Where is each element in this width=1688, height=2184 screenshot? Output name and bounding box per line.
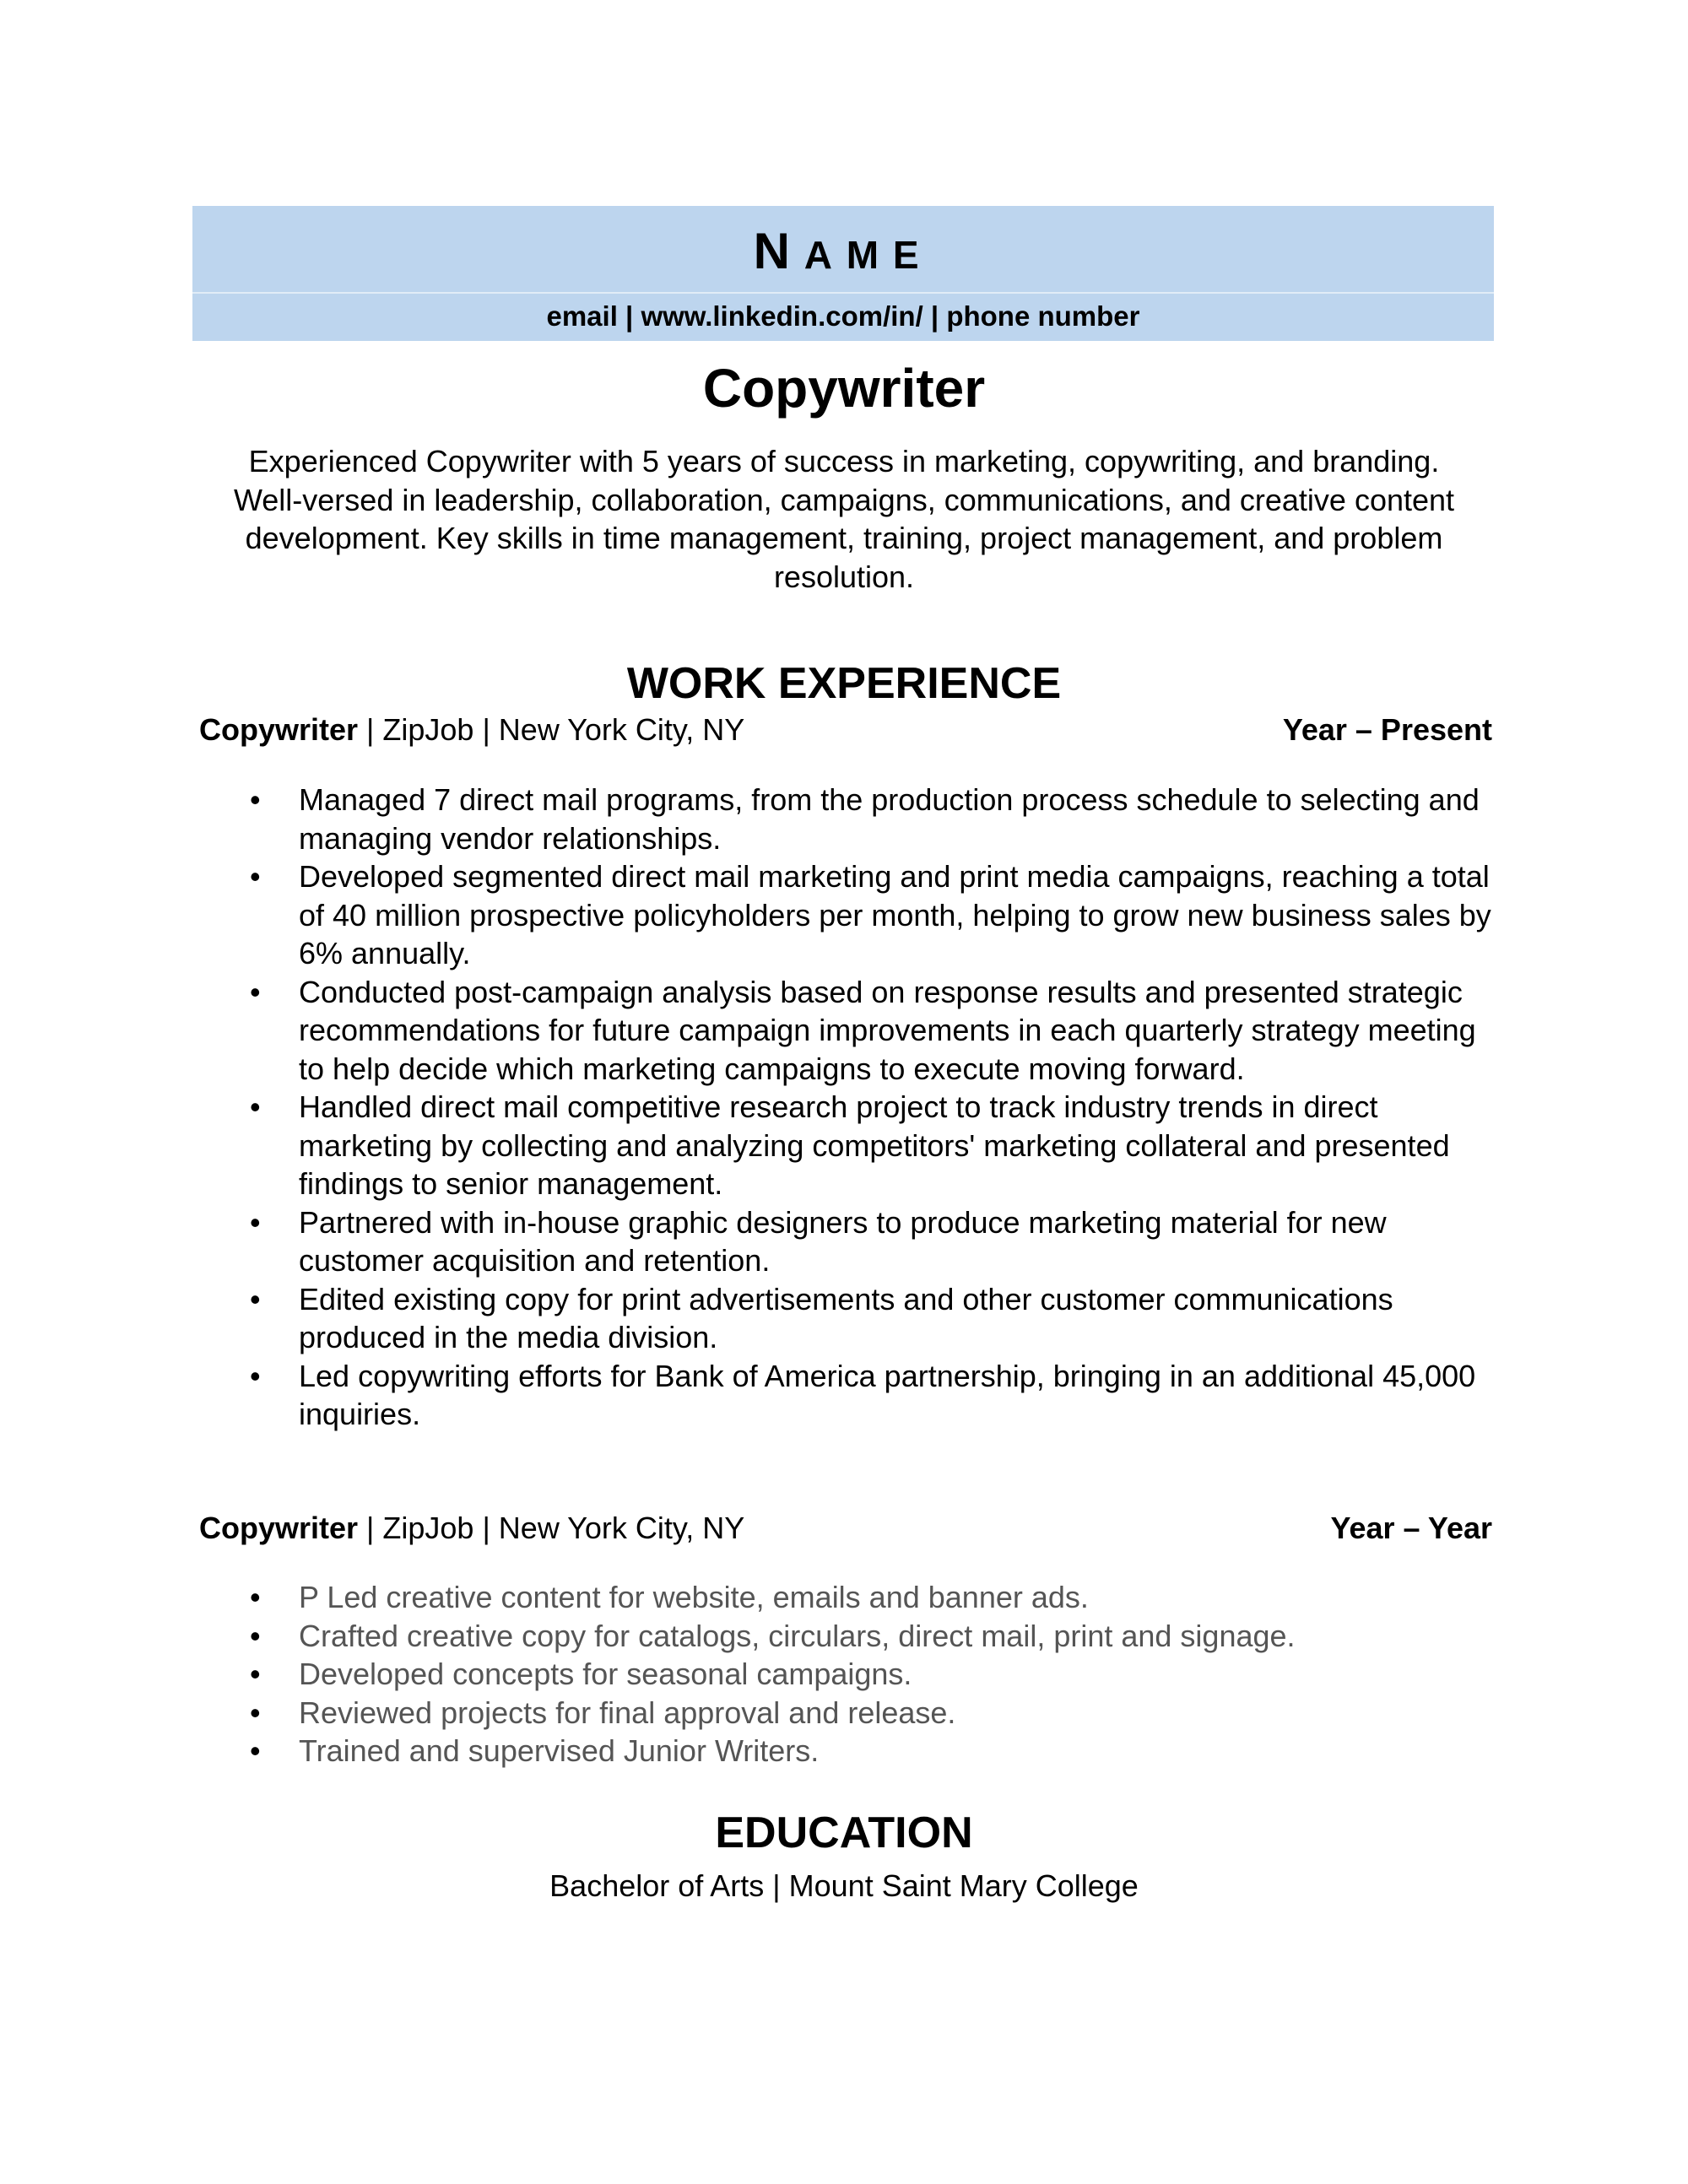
bullet-text: Edited existing copy for print advertisements and other customer communications produced in the media division. <box>299 1281 1393 1354</box>
bullet-dot-icon: • <box>250 974 261 1009</box>
bullet-dot-icon: • <box>250 782 261 817</box>
job-1-role: Copywriter <box>199 712 359 747</box>
bullet-item <box>199 1280 1499 1357</box>
bullet-dot-icon: • <box>250 1089 261 1124</box>
bullet-text: Trained and supervised Junior Writers. <box>299 1733 820 1768</box>
education-degree-line: Bachelor of Arts | Mount Saint Mary College <box>549 1868 1139 1903</box>
bullet-item <box>199 1203 1499 1280</box>
bullet-dot-icon: • <box>250 1733 261 1768</box>
job-1-header <box>199 711 1492 749</box>
bullet-dot-icon: • <box>250 1281 261 1316</box>
job-1-role-company <box>199 711 744 749</box>
job-2-header <box>199 1509 1492 1548</box>
bullet-dot-icon: • <box>250 1657 261 1691</box>
name-initial: N <box>753 223 804 279</box>
bullet-text: Crafted creative copy for catalogs, circulars, direct mail, print and signage. <box>299 1618 1296 1653</box>
job-2-dates: Year – Year <box>1330 1511 1492 1545</box>
job-2-company-location: | ZipJob | New York City, NY <box>358 1511 745 1545</box>
bullet-item <box>199 1732 1499 1770</box>
job-1-dates: Year – Present <box>1282 712 1492 747</box>
header-divider <box>192 292 1494 294</box>
education-heading: EDUCATION <box>715 1808 973 1857</box>
bullet-text: Partnered with in-house graphic designers to produce marketing material for new customer acquisition and retention. <box>299 1204 1387 1278</box>
name-rest: AME <box>803 233 933 277</box>
job-1-bullet-list <box>199 781 1499 1434</box>
bullet-item <box>199 1655 1499 1694</box>
bullet-text: Developed segmented direct mail marketing and print media campaigns, reaching a total of 40 million prospective policyholders per month, helping to grow new business sales by 6% annually. <box>299 859 1491 970</box>
job-1-company-location: | ZipJob | New York City, NY <box>358 712 745 747</box>
bullet-item <box>199 781 1499 857</box>
bullet-dot-icon: • <box>250 1580 261 1614</box>
bullet-text: P Led creative content for website, emails and banner ads. <box>299 1580 1089 1614</box>
bullet-dot-icon: • <box>250 1695 261 1730</box>
job-2-role-company <box>199 1509 744 1548</box>
bullet-dot-icon: • <box>250 859 261 894</box>
summary-paragraph: Experienced Copywriter with 5 years of success in marketing, copywriting, and branding. Well-versed in leadership, collaboration, campaigns, communications, and creative content development. Key skills in time management, training, project management, and problem resolution. <box>233 444 1455 594</box>
contact-line: email | www.linkedin.com/in/ | phone number <box>546 300 1140 332</box>
bullet-item <box>199 1617 1499 1656</box>
job-2-role: Copywriter <box>199 1511 359 1545</box>
bullet-dot-icon: • <box>250 1204 261 1240</box>
bullet-item <box>199 1357 1499 1434</box>
bullet-dot-icon: • <box>250 1358 261 1393</box>
bullet-item <box>199 973 1499 1089</box>
bullet-item <box>199 1088 1499 1203</box>
job-2-bullet-list <box>199 1578 1499 1770</box>
bullet-text: Reviewed projects for final approval and release. <box>299 1695 956 1730</box>
bullet-text: Developed concepts for seasonal campaigns. <box>299 1657 912 1691</box>
bullet-item <box>199 1578 1499 1617</box>
bullet-dot-icon: • <box>250 1618 261 1653</box>
job-title: Copywriter <box>702 358 986 419</box>
bullet-text: Handled direct mail competitive research project to track industry trends in direct marketing by collecting and analyzing competitors' marketing collateral and presented findings to senior management. <box>299 1089 1450 1201</box>
bullet-text: Managed 7 direct mail programs, from the production process schedule to selecting and managing vendor relationships. <box>299 782 1480 856</box>
bullet-item <box>199 1694 1499 1733</box>
work-experience-heading: WORK EXPERIENCE <box>626 659 1062 708</box>
bullet-item <box>199 857 1499 973</box>
header-band <box>192 206 1494 341</box>
candidate-name <box>192 218 1494 289</box>
bullet-text: Led copywriting efforts for Bank of America partnership, bringing in an additional 45,000 inquiries. <box>299 1358 1476 1431</box>
bullet-text: Conducted post-campaign analysis based on response results and presented strategic recommendations for future campaign improvements in each quarterly strategy meeting to help decide which marketing campaigns to execute moving forward. <box>299 974 1476 1086</box>
